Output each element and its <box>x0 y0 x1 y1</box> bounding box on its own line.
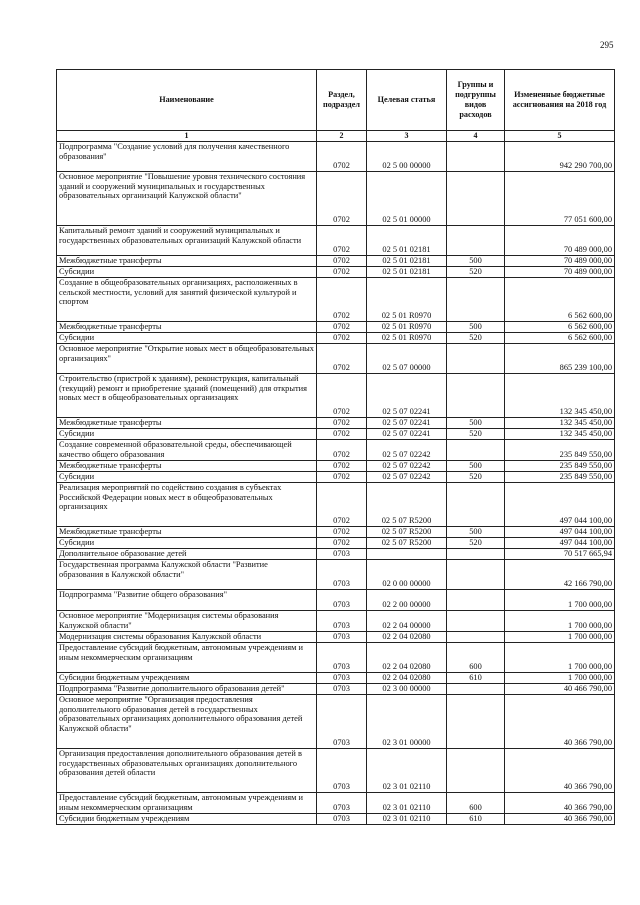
row-target <box>367 549 447 560</box>
row-section: 0702 <box>317 440 367 461</box>
row-group: 600 <box>447 643 505 673</box>
row-amount: 70 489 000,00 <box>505 226 615 256</box>
row-group <box>447 440 505 461</box>
page-number: 295 <box>600 40 614 50</box>
row-amount: 1 700 000,00 <box>505 632 615 643</box>
row-section: 0702 <box>317 538 367 549</box>
table-row <box>57 483 615 527</box>
table-row <box>57 472 615 483</box>
row-group <box>447 632 505 643</box>
row-target: 02 5 01 02181 <box>367 226 447 256</box>
row-group <box>447 374 505 418</box>
row-name: Основное мероприятие "Повышение уровня технического состояния зданий и сооружений муниципальных и государственных образовательных организаций Калужской области" <box>57 172 317 226</box>
row-target: 02 2 04 02080 <box>367 643 447 673</box>
row-name: Подпрограмма "Развитие дополнительного образования детей" <box>57 684 317 695</box>
table-row <box>57 440 615 461</box>
header-groups: Группы и подгруппы видов расходов <box>447 70 505 131</box>
row-target: 02 5 07 R5200 <box>367 527 447 538</box>
row-amount: 6 562 600,00 <box>505 278 615 322</box>
table-row <box>57 643 615 673</box>
row-name: Дополнительное образование детей <box>57 549 317 560</box>
row-amount: 235 849 550,00 <box>505 472 615 483</box>
row-name: Строительство (пристрой к зданиям), реконструкция, капитальный (текущий) ремонт и приобретение зданий (помещений) для открытия новых мест в общеобразовательных организациях <box>57 374 317 418</box>
table-row <box>57 267 615 278</box>
header-amount: Измененные бюджетные ассигнования на 2018 год <box>505 70 615 131</box>
table-row <box>57 538 615 549</box>
row-name: Капитальный ремонт зданий и сооружений муниципальных и государственных образовательных организаций Калужской области <box>57 226 317 256</box>
header-section: Раздел, подраздел <box>317 70 367 131</box>
column-number: 1 <box>57 131 317 142</box>
row-group <box>447 226 505 256</box>
row-section: 0703 <box>317 673 367 684</box>
row-section: 0702 <box>317 527 367 538</box>
row-group <box>447 611 505 632</box>
column-number: 2 <box>317 131 367 142</box>
table-row <box>57 749 615 793</box>
table-row <box>57 814 615 825</box>
row-group <box>447 560 505 590</box>
row-name: Основное мероприятие "Модернизация системы образования Калужской области" <box>57 611 317 632</box>
row-name: Субсидии бюджетным учреждениям <box>57 814 317 825</box>
row-section: 0702 <box>317 483 367 527</box>
row-name: Основное мероприятие "Открытие новых мест в общеобразовательных организациях" <box>57 344 317 374</box>
row-target: 02 5 07 02241 <box>367 429 447 440</box>
header-target: Целевая статья <box>367 70 447 131</box>
row-target: 02 5 01 00000 <box>367 172 447 226</box>
row-section: 0703 <box>317 793 367 814</box>
row-section: 0702 <box>317 267 367 278</box>
row-target: 02 3 01 00000 <box>367 695 447 749</box>
row-group: 600 <box>447 793 505 814</box>
row-section: 0703 <box>317 560 367 590</box>
row-amount: 497 044 100,00 <box>505 483 615 527</box>
row-name: Субсидии <box>57 267 317 278</box>
row-group <box>447 590 505 611</box>
row-group <box>447 172 505 226</box>
row-group <box>447 684 505 695</box>
budget-table <box>56 69 615 825</box>
row-amount: 40 366 790,00 <box>505 749 615 793</box>
row-target: 02 5 07 R5200 <box>367 538 447 549</box>
row-section: 0702 <box>317 344 367 374</box>
row-amount: 6 562 600,00 <box>505 333 615 344</box>
row-section: 0702 <box>317 333 367 344</box>
row-amount: 497 044 100,00 <box>505 538 615 549</box>
row-amount: 70 489 000,00 <box>505 267 615 278</box>
table-row <box>57 333 615 344</box>
row-group <box>447 278 505 322</box>
row-group: 610 <box>447 814 505 825</box>
row-group: 610 <box>447 673 505 684</box>
table-row <box>57 461 615 472</box>
row-section: 0702 <box>317 418 367 429</box>
row-name: Субсидии бюджетным учреждениям <box>57 673 317 684</box>
table-row <box>57 172 615 226</box>
row-amount: 132 345 450,00 <box>505 418 615 429</box>
row-name: Подпрограмма "Создание условий для получения качественного образования" <box>57 142 317 172</box>
row-section: 0703 <box>317 814 367 825</box>
column-number: 5 <box>505 131 615 142</box>
table-row <box>57 549 615 560</box>
table-row <box>57 560 615 590</box>
row-section: 0702 <box>317 322 367 333</box>
row-amount: 497 044 100,00 <box>505 527 615 538</box>
row-amount: 70 489 000,00 <box>505 256 615 267</box>
row-target: 02 5 01 R0970 <box>367 278 447 322</box>
row-name: Подпрограмма "Развитие общего образования" <box>57 590 317 611</box>
row-section: 0703 <box>317 695 367 749</box>
row-target: 02 5 07 R5200 <box>367 483 447 527</box>
row-name: Государственная программа Калужской области "Развитие образования в Калужской области" <box>57 560 317 590</box>
row-target: 02 5 07 00000 <box>367 344 447 374</box>
table-row <box>57 374 615 418</box>
row-amount: 1 700 000,00 <box>505 673 615 684</box>
table-row <box>57 527 615 538</box>
row-group: 520 <box>447 267 505 278</box>
row-group: 520 <box>447 429 505 440</box>
row-group: 500 <box>447 418 505 429</box>
row-target: 02 5 07 02241 <box>367 374 447 418</box>
row-amount: 40 466 790,00 <box>505 684 615 695</box>
row-amount: 6 562 600,00 <box>505 322 615 333</box>
row-target: 02 2 04 02080 <box>367 673 447 684</box>
row-name: Субсидии <box>57 429 317 440</box>
table-row <box>57 695 615 749</box>
row-section: 0702 <box>317 461 367 472</box>
row-amount: 1 700 000,00 <box>505 643 615 673</box>
row-name: Организация предоставления дополнительного образования детей в государственных образовательных организациях дополнительного образования детей области <box>57 749 317 793</box>
row-name: Межбюджетные трансферты <box>57 256 317 267</box>
row-target: 02 5 01 R0970 <box>367 333 447 344</box>
row-name: Создание в общеобразовательных организациях, расположенных в сельской местности, условий для занятий физической культурой и спортом <box>57 278 317 322</box>
row-section: 0702 <box>317 278 367 322</box>
row-group: 500 <box>447 461 505 472</box>
row-target: 02 2 04 02080 <box>367 632 447 643</box>
row-group <box>447 142 505 172</box>
table-row <box>57 632 615 643</box>
row-amount: 942 290 700,00 <box>505 142 615 172</box>
row-group <box>447 344 505 374</box>
table-row <box>57 429 615 440</box>
row-target: 02 5 00 00000 <box>367 142 447 172</box>
row-name: Межбюджетные трансферты <box>57 418 317 429</box>
row-amount: 235 849 550,00 <box>505 461 615 472</box>
table-row <box>57 256 615 267</box>
row-section: 0703 <box>317 549 367 560</box>
row-name: Модернизация системы образования Калужской области <box>57 632 317 643</box>
row-amount: 235 849 550,00 <box>505 440 615 461</box>
row-section: 0702 <box>317 472 367 483</box>
row-target: 02 5 07 02241 <box>367 418 447 429</box>
table-row <box>57 142 615 172</box>
row-amount: 40 366 790,00 <box>505 793 615 814</box>
row-target: 02 5 07 02242 <box>367 472 447 483</box>
row-group: 500 <box>447 256 505 267</box>
row-name: Межбюджетные трансферты <box>57 461 317 472</box>
row-section: 0703 <box>317 749 367 793</box>
row-amount: 40 366 790,00 <box>505 814 615 825</box>
row-name: Предоставление субсидий бюджетным, автономным учреждениям и иным некоммерческим организациям <box>57 643 317 673</box>
row-group <box>447 749 505 793</box>
row-section: 0703 <box>317 632 367 643</box>
table-row <box>57 226 615 256</box>
table-row <box>57 322 615 333</box>
row-group: 520 <box>447 333 505 344</box>
table-body <box>57 142 615 825</box>
column-number: 4 <box>447 131 505 142</box>
row-target: 02 5 07 02242 <box>367 461 447 472</box>
row-target: 02 3 01 02110 <box>367 749 447 793</box>
row-section: 0703 <box>317 590 367 611</box>
row-target: 02 3 01 02110 <box>367 793 447 814</box>
row-group <box>447 483 505 527</box>
column-number-row <box>57 131 615 142</box>
row-group: 520 <box>447 538 505 549</box>
row-group: 500 <box>447 527 505 538</box>
row-target: 02 2 04 00000 <box>367 611 447 632</box>
table-row <box>57 278 615 322</box>
row-group <box>447 695 505 749</box>
header-name: Наименование <box>57 70 317 131</box>
row-target: 02 5 01 02181 <box>367 267 447 278</box>
row-amount: 42 166 790,00 <box>505 560 615 590</box>
row-target: 02 3 00 00000 <box>367 684 447 695</box>
row-name: Субсидии <box>57 538 317 549</box>
table-row <box>57 590 615 611</box>
row-amount: 132 345 450,00 <box>505 429 615 440</box>
row-section: 0702 <box>317 142 367 172</box>
column-number: 3 <box>367 131 447 142</box>
row-section: 0702 <box>317 226 367 256</box>
row-name: Реализация мероприятий по содействию создания в субъектах Российской Федерации новых мест в общеобразовательных организациях <box>57 483 317 527</box>
row-section: 0703 <box>317 684 367 695</box>
table-row <box>57 684 615 695</box>
row-name: Межбюджетные трансферты <box>57 527 317 538</box>
table-row <box>57 344 615 374</box>
row-name: Предоставление субсидий бюджетным, автономным учреждениям и иным некоммерческим организациям <box>57 793 317 814</box>
row-group: 500 <box>447 322 505 333</box>
row-group <box>447 549 505 560</box>
row-target: 02 5 01 02181 <box>367 256 447 267</box>
row-name: Создание современной образовательной среды, обеспечивающей качество общего образования <box>57 440 317 461</box>
row-target: 02 3 01 02110 <box>367 814 447 825</box>
row-amount: 77 051 600,00 <box>505 172 615 226</box>
row-target: 02 5 01 R0970 <box>367 322 447 333</box>
row-target: 02 0 00 00000 <box>367 560 447 590</box>
table-row <box>57 673 615 684</box>
row-section: 0702 <box>317 172 367 226</box>
row-amount: 70 517 665,94 <box>505 549 615 560</box>
row-section: 0703 <box>317 643 367 673</box>
row-section: 0703 <box>317 611 367 632</box>
row-amount: 40 366 790,00 <box>505 695 615 749</box>
row-name: Основное мероприятие "Организация предоставления дополнительного образования детей в государственных образовательных организациях дополнительного образования детей Калужской области" <box>57 695 317 749</box>
row-name: Субсидии <box>57 472 317 483</box>
row-amount: 865 239 100,00 <box>505 344 615 374</box>
table-row <box>57 793 615 814</box>
row-section: 0702 <box>317 256 367 267</box>
row-section: 0702 <box>317 429 367 440</box>
row-section: 0702 <box>317 374 367 418</box>
row-amount: 132 345 450,00 <box>505 374 615 418</box>
row-name: Субсидии <box>57 333 317 344</box>
row-target: 02 5 07 02242 <box>367 440 447 461</box>
header-row <box>57 70 615 131</box>
row-group: 520 <box>447 472 505 483</box>
row-amount: 1 700 000,00 <box>505 590 615 611</box>
table-row <box>57 418 615 429</box>
row-target: 02 2 00 00000 <box>367 590 447 611</box>
row-name: Межбюджетные трансферты <box>57 322 317 333</box>
table-row <box>57 611 615 632</box>
row-amount: 1 700 000,00 <box>505 611 615 632</box>
